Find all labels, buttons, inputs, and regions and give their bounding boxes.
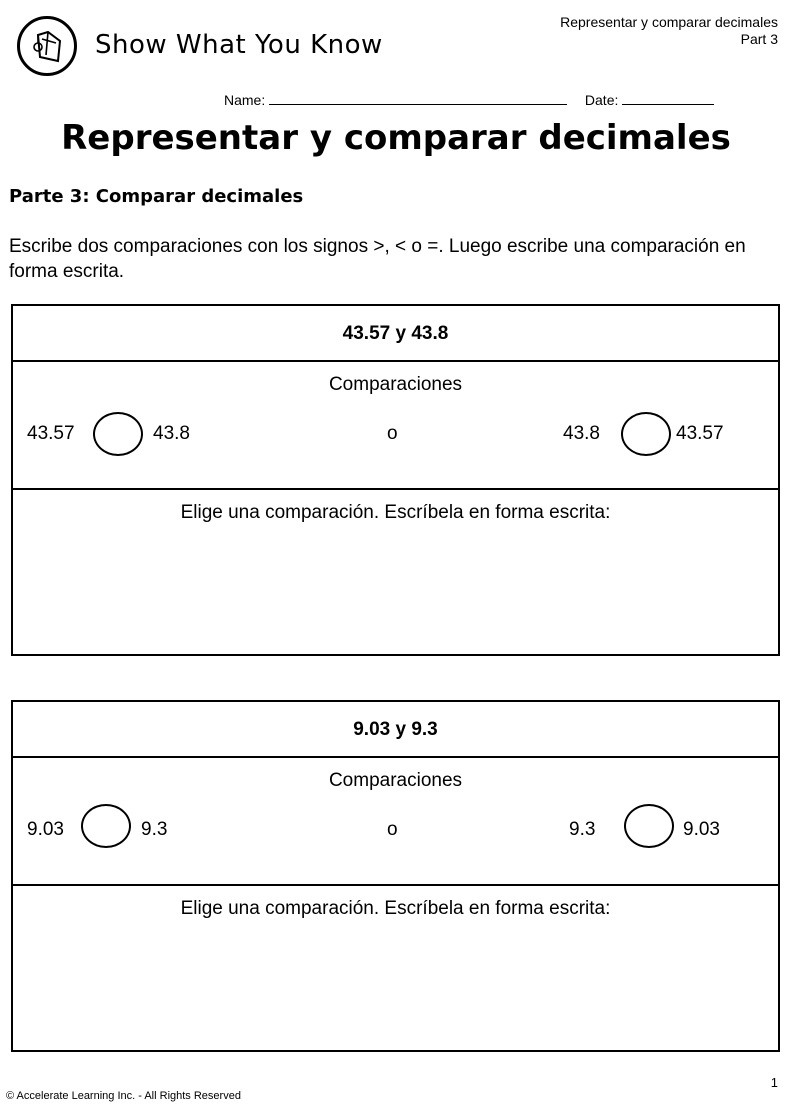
or-label: o <box>387 423 398 444</box>
comparisons-section <box>13 758 778 886</box>
doc-part: Part 3 <box>740 31 778 47</box>
comparison-circle[interactable] <box>621 412 671 456</box>
name-field[interactable] <box>269 91 567 105</box>
comparison-circle[interactable] <box>81 804 131 848</box>
comparison-circle[interactable] <box>624 804 674 848</box>
comparisons-label: Comparaciones <box>328 770 463 791</box>
comparisons-label: Comparaciones <box>328 374 463 395</box>
problem-box <box>11 700 780 1052</box>
problem-box <box>11 304 780 656</box>
or-label: o <box>387 819 398 840</box>
problem-heading: 43.57 y 43.8 <box>13 306 778 362</box>
right-number-a: 43.8 <box>563 423 600 444</box>
comparisons-section <box>13 362 778 490</box>
right-number-b: 9.03 <box>683 819 720 840</box>
right-number-b: 43.57 <box>676 423 724 444</box>
doc-header <box>560 14 778 48</box>
brand-name: Show What You Know <box>95 30 383 60</box>
write-prompt: Elige una comparación. Escríbela en forma escrita: <box>180 502 611 523</box>
hand-lens-logo-icon <box>28 27 68 67</box>
left-number-b: 9.3 <box>141 819 168 840</box>
name-label: Name: <box>224 92 266 108</box>
date-label: Date: <box>584 92 619 108</box>
instructions: Escribe dos comparaciones con los signos >, < o =. Luego escribe una comparación en forma escrita. <box>9 236 746 282</box>
left-number-b: 43.8 <box>153 423 190 444</box>
copyright: © Accelerate Learning Inc. - All Rights Reserved <box>6 1090 241 1102</box>
part-title: Parte 3: Comparar decimales <box>9 186 304 207</box>
page-number: 1 <box>770 1075 778 1090</box>
left-number-a: 43.57 <box>27 423 75 444</box>
date-field[interactable] <box>622 91 714 105</box>
doc-title: Representar y comparar decimales <box>560 14 778 30</box>
page-title: Representar y comparar decimales <box>61 118 731 158</box>
logo-icon <box>17 16 77 76</box>
write-prompt: Elige una comparación. Escríbela en forma escrita: <box>180 898 611 919</box>
left-number-a: 9.03 <box>27 819 64 840</box>
right-number-a: 9.3 <box>569 819 596 840</box>
name-date-row <box>224 91 714 108</box>
comparison-circle[interactable] <box>93 412 143 456</box>
problem-heading: 9.03 y 9.3 <box>13 702 778 758</box>
